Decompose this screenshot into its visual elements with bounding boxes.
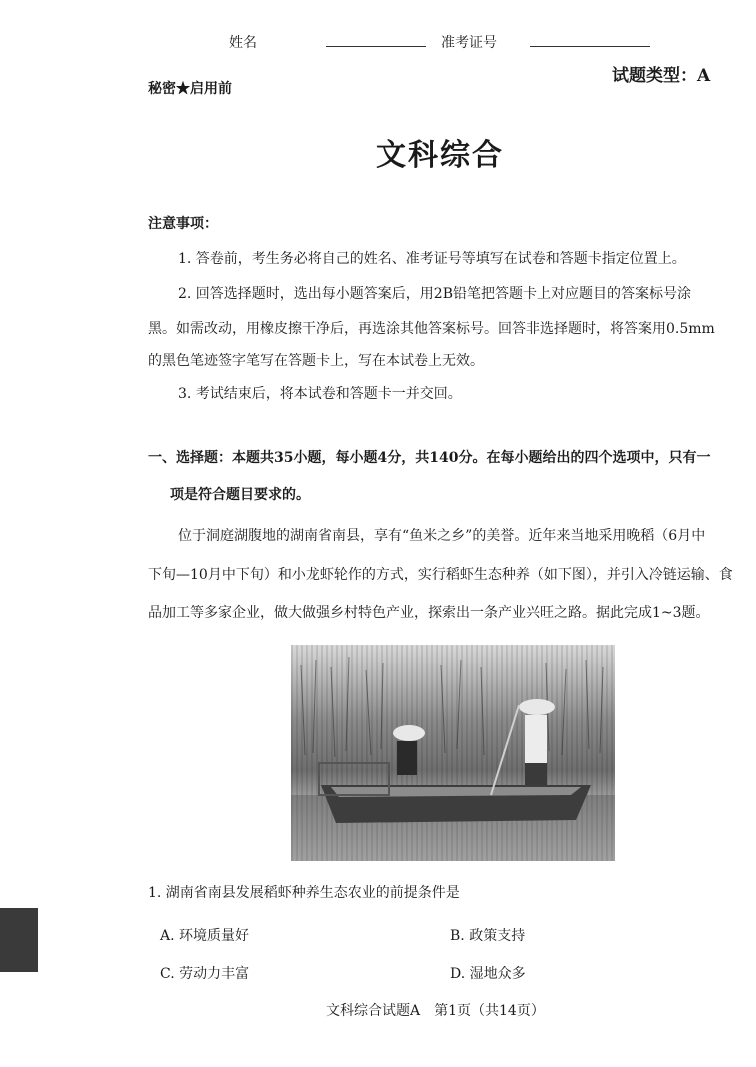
passage-line-1: 位于洞庭湖腹地的湖南省南县，享有“鱼米之乡”的美誉。近年来当地采用晚稻（6月中 (178, 528, 706, 544)
option-b: B. 政策支持 (450, 928, 526, 944)
section-instruction-line-1: 一、选择题：本题共35小题，每小题4分，共140分。在每小题给出的四个选项中，只有一 (148, 450, 711, 466)
notes-heading: 注意事项： (148, 216, 218, 232)
page-footer: 文科综合试题A 第1页（共14页） (326, 1003, 545, 1019)
note-item-3: 3. 考试结束后，将本试卷和答题卡一并交回。 (178, 386, 462, 402)
passage-line-3: 品加工等多家企业，做大做强乡村特色产业，探索出一条产业兴旺之路。据此完成1~3题。 (148, 605, 710, 621)
question-1-stem: 1. 湖南省南县发展稻虾种养生态农业的前提条件是 (148, 885, 460, 901)
note-item-2: 2. 回答选择题时，选出每小题答案后，用2B铅笔把答题卡上对应题目的答案标号涂 (178, 286, 692, 302)
passage-line-2: 下旬—10月中下旬）和小龙虾轮作的方式，实行稻虾生态种养（如下图），并引入冷链运输、食 (148, 567, 733, 583)
section-instruction-line-2: 项是符合题目要求的。 (170, 487, 310, 503)
note-item-2-cont-2: 的黑色笔迹签字笔写在答题卡上，写在本试卷上无效。 (148, 353, 484, 369)
name-label: 姓名 (229, 35, 257, 51)
exam-type-label: 试题类型：A (612, 66, 711, 86)
scan-edge-mark (0, 908, 38, 972)
rice-shrimp-farming-photo (291, 645, 615, 861)
exam-number-blank-line (530, 46, 650, 47)
exam-number-label: 准考证号 (441, 35, 497, 51)
option-a: A. 环境质量好 (160, 928, 250, 944)
secret-mark: 秘密★启用前 (148, 81, 232, 97)
name-blank-line (326, 46, 426, 47)
note-item-2-cont-1: 黑。如需改动，用橡皮擦干净后，再选涂其他答案标号。回答非选择题时，将答案用0.5mm (148, 321, 715, 337)
note-item-1: 1. 答卷前，考生务必将自己的姓名、准考证号等填写在试卷和答题卡指定位置上。 (178, 251, 686, 267)
paper-title: 文科综合 (376, 138, 504, 173)
option-c: C. 劳动力丰富 (160, 966, 250, 982)
option-d: D. 湿地众多 (450, 966, 526, 982)
